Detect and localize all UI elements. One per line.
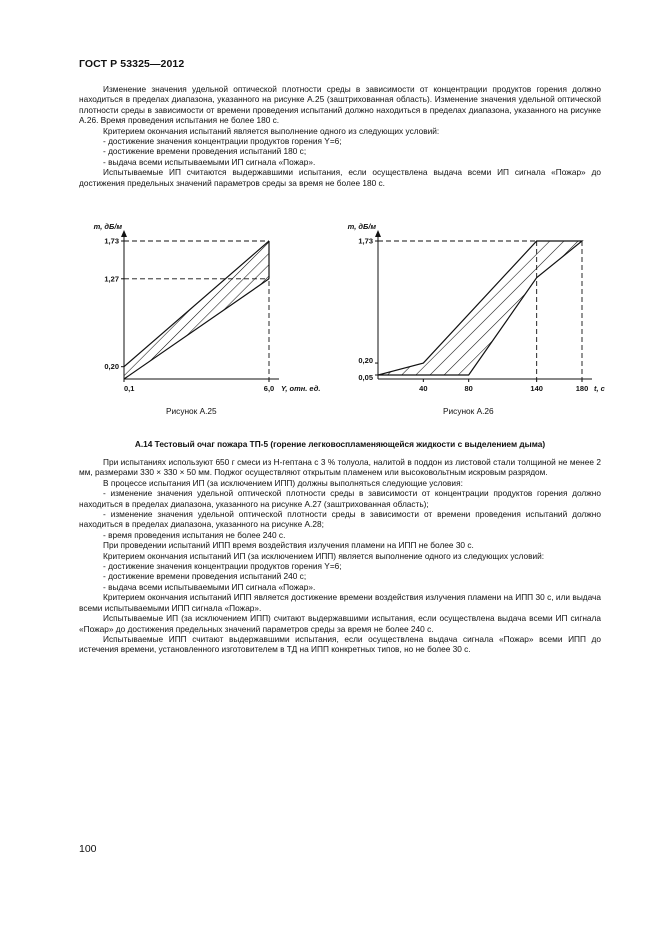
- chart-a26: [322, 222, 612, 398]
- x-axis-label: t, с: [594, 384, 605, 393]
- paragraph: - достижение значения концентрации продуктов горения Y=6;: [103, 136, 342, 147]
- paragraph: Испытываемые ИП (за исключением ИПП) считают выдержавшими испытания, если осуществлена выдача всеми ИП сигнала «Пожар» до достижения предельных значений параметров среды за время не более 240 с.: [79, 613, 601, 634]
- x-tick-label: 80: [464, 384, 473, 393]
- y-axis-arrow: [375, 230, 381, 237]
- band-upper-edge: [124, 241, 269, 367]
- paragraph: Критерием окончания испытаний ИПП является достижение времени воздействия излучения пламени на ИПП 30 с, или выдача всеми испытываемыми ИПП сигнала «Пожар».: [79, 592, 601, 613]
- figure-a25: [79, 222, 321, 398]
- x-tick-label: 180: [575, 384, 589, 393]
- section-title-a14: А.14 Тестовый очаг пожара ТП-5 (горение легковоспламеняющейся жидкости с выделением дыма): [134, 439, 546, 449]
- x-tick-label: 140: [530, 384, 543, 393]
- paragraph: Изменение значения удельной оптической плотности среды в зависимости от концентрации продуктов горения должно находиться в пределах диапазона, указанного на рисунке А.25 (заштрихованная область). Изменение значения удельной оптической плотности среды в зависимости от времени проведения испытаний должно находиться в пределах диапазона, указанного на рисунке А.26. Время проведения испытания не более 180 с.: [79, 84, 601, 126]
- x-tick-label: 0,1: [124, 384, 135, 393]
- caption-a25: Рисунок А.25: [166, 406, 217, 416]
- y-tick-label: 0,20: [358, 356, 373, 366]
- y-tick-label: 0,05: [358, 373, 373, 383]
- x-axis-label: Y, отн. ед.: [281, 384, 321, 393]
- y-axis-label: m, дБ/м: [347, 222, 376, 231]
- y-tick-label: 0,20: [104, 362, 119, 372]
- paragraph: - изменение значения удельной оптической плотности среды в зависимости от концентрации продуктов горения должно находиться в пределах диапазона, указанного на рисунке А.27 (заштрихованная область);: [79, 488, 601, 509]
- paragraph: - достижение времени проведения испытаний 240 с;: [103, 571, 307, 582]
- paragraph: - достижение значения концентрации продуктов горения Y=6;: [103, 561, 342, 572]
- y-axis-arrow: [121, 230, 127, 237]
- paragraph: - время проведения испытания не более 240 с.: [103, 529, 286, 540]
- y-tick-label: 1,73: [104, 236, 119, 246]
- x-tick-label: 40: [419, 384, 428, 393]
- paragraph: Испытываемые ИПП считают выдержавшими испытания, если осуществлена выдача сигнала «Пожар» всеми ИПП до истечения времени, установленного изготовителем в ТД на ИПП конкретных типов, но не более 30 с.: [79, 633, 601, 655]
- paragraph: В процессе испытания ИП (за исключением ИПП) должны выполняться следующие условия:: [103, 477, 463, 488]
- paragraph: - выдача всеми испытываемыми ИП сигнала «Пожар».: [103, 581, 316, 592]
- hatched-band: [378, 241, 582, 375]
- chart-a25: [79, 222, 321, 398]
- hatched-band: [124, 241, 269, 379]
- caption-a26: Рисунок А.26: [443, 406, 494, 416]
- x-tick-label: 6,0: [263, 384, 275, 393]
- paragraph: - достижение времени проведения испытаний 180 с;: [103, 146, 307, 157]
- paragraph: Критерием окончания испытаний ИП (за исключением ИПП) является выполнение одного из следующих условий:: [103, 550, 545, 561]
- paragraph: - выдача всеми испытываемыми ИП сигнала «Пожар».: [103, 156, 316, 167]
- band-lower-edge: [124, 279, 269, 379]
- paragraph: Критерием окончания испытаний является выполнение одного из следующих условий:: [103, 125, 440, 136]
- paragraph: - изменение значения удельной оптической плотности среды в зависимости от времени проведения испытаний должно находиться в пределах диапазона, указанного на рисунке А.28;: [79, 509, 601, 530]
- paragraph: Испытываемые ИП считаются выдержавшими испытания, если осуществлена выдача всеми ИП сигнала «Пожар» до достижения предельных значений параметров среды за время не более 180 с.: [79, 167, 601, 188]
- y-axis-label: m, дБ/м: [93, 222, 122, 231]
- y-tick-label: 1,73: [358, 236, 373, 246]
- section-a14-text-block: [79, 457, 601, 655]
- document-header: ГОСТ Р 53325—2012: [79, 58, 185, 70]
- paragraph: При испытаниях используют 650 г смеси из Н-гептана с 3 % толуола, налитой в поддон из листовой стали толщиной не менее 2 мм, размерами 330 × 330 × 50 мм. Поджог осуществляют открытым пламенем или высоковольтным искровым разрядом.: [79, 457, 601, 478]
- intro-text-block: [79, 84, 601, 188]
- figure-a26: [322, 222, 612, 398]
- paragraph: При проведении испытаний ИПП время воздействия излучения пламени на ИПП не более 30 с.: [103, 540, 474, 551]
- page-number: 100: [79, 843, 97, 855]
- y-tick-label: 1,27: [104, 274, 119, 284]
